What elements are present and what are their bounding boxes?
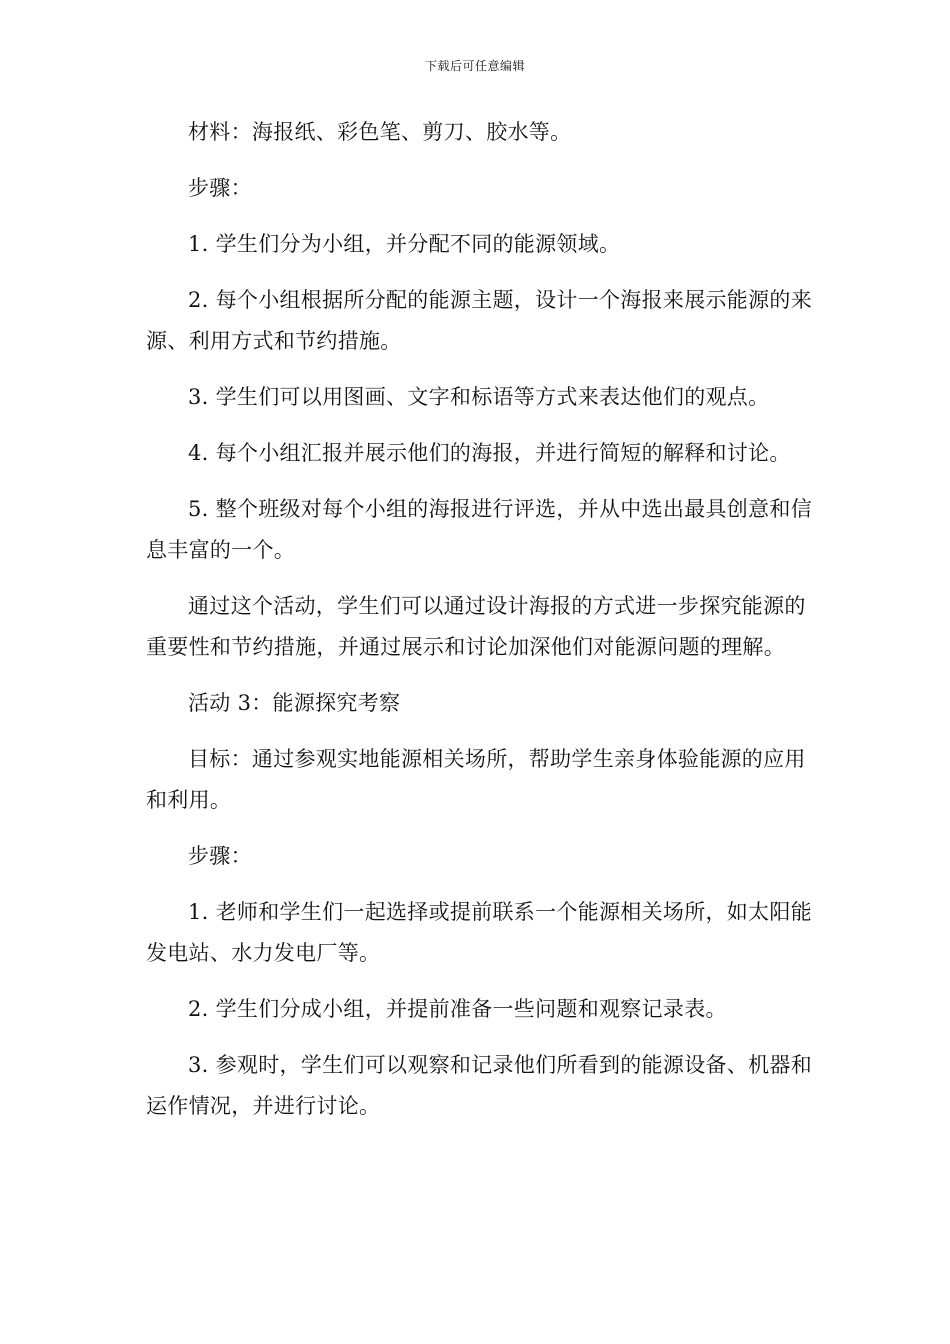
paragraph-visit-step-3: 3. 参观时，学生们可以观察和记录他们所看到的能源设备、机器和运作情况，并进行讨论。 — [146, 1053, 813, 1118]
paragraph-steps-heading-2: 步骤： — [188, 844, 252, 868]
page-header: 下载后可任意编辑 — [424, 59, 525, 73]
paragraph-summary: 通过这个活动，学生们可以通过设计海报的方式进一步探究能源的重要性和节约措施，并通过展示和讨论加深他们对能源问题的理解。 — [146, 594, 806, 659]
paragraph-visit-step-2: 2. 学生们分成小组，并提前准备一些问题和观察记录表。 — [188, 997, 727, 1021]
paragraph-visit-step-1: 1. 老师和学生们一起选择或提前联系一个能源相关场所，如太阳能发电站、水力发电厂等。 — [146, 900, 813, 965]
paragraph-step-2: 2. 每个小组根据所分配的能源主题，设计一个海报来展示能源的来源、利用方式和节约措施。 — [146, 288, 813, 353]
paragraph-steps-heading: 步骤： — [188, 176, 252, 200]
paragraph-step-3: 3. 学生们可以用图画、文字和标语等方式来表达他们的观点。 — [188, 385, 770, 409]
paragraph-materials: 材料：海报纸、彩色笔、剪刀、胶水等。 — [188, 120, 572, 144]
paragraph-activity-3-title: 活动 3：能源探究考察 — [188, 691, 401, 715]
paragraph-step-4: 4. 每个小组汇报并展示他们的海报，并进行简短的解释和讨论。 — [188, 441, 791, 465]
paragraph-goal: 目标：通过参观实地能源相关场所，帮助学生亲身体验能源的应用和利用。 — [146, 747, 806, 812]
document-body — [146, 112, 818, 1142]
paragraph-step-5: 5. 整个班级对每个小组的海报进行评选，并从中选出最具创意和信息丰富的一个。 — [146, 497, 813, 562]
paragraph-step-1: 1. 学生们分为小组，并分配不同的能源领域。 — [188, 232, 621, 256]
